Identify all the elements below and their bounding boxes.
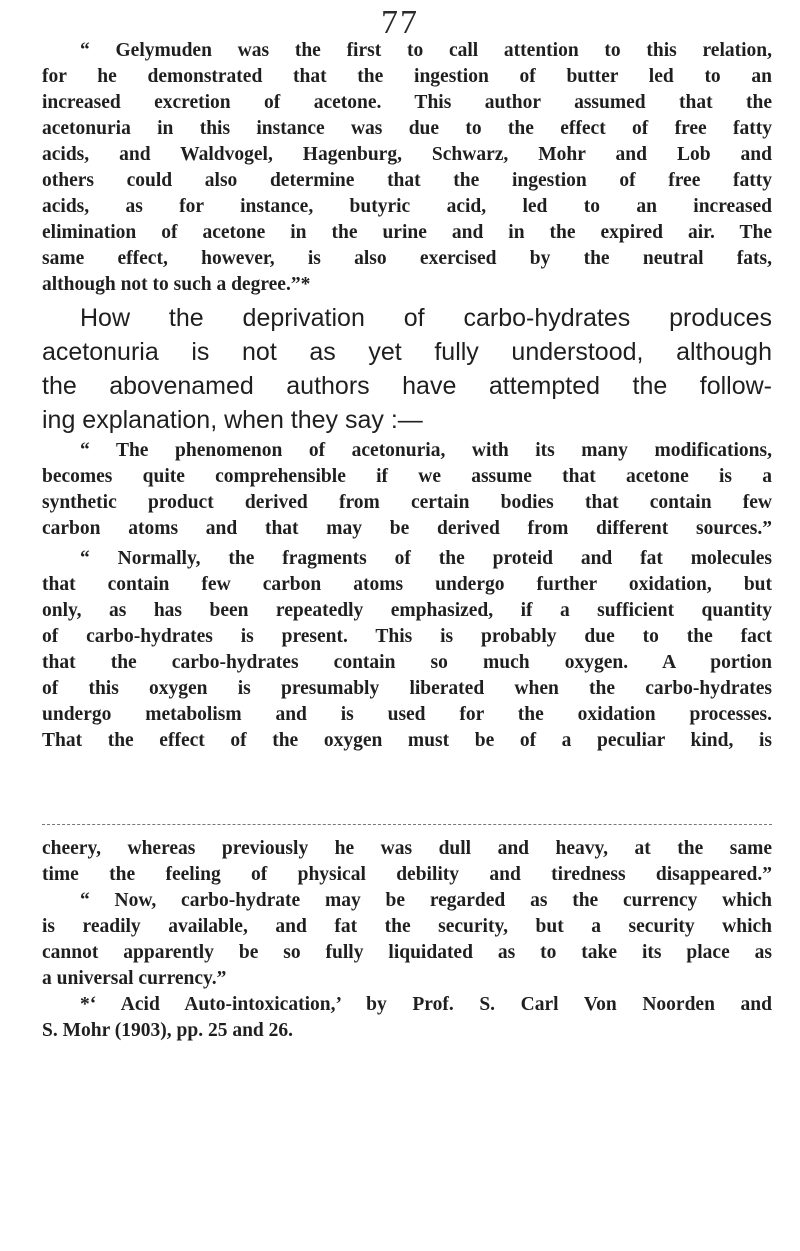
quote1-line: acids, as for instance, butyric acid, led to an increased [42,196,772,217]
quote2-line: “ The phenomenon of acetonuria, with its many modifications, [80,440,772,461]
footnote-line: *‘ Acid Auto-intoxication,’ by Prof. S. Carl Von Noorden and [80,994,772,1015]
quote1-line: “ Gelymuden was the first to call attention to this relation, [80,40,772,61]
quote2-line: carbon atoms and that may be derived from different sources.” [42,518,772,539]
page-number: 77 [381,4,419,41]
quote3-line: “ Normally, the fragments of the proteid and fat molecules [80,548,772,569]
quote3-line: of carbo-hydrates is present. This is probably due to the fact [42,626,772,647]
footnote-separator [42,824,772,825]
footnote-line: time the feeling of physical debility and tiredness disappeared.” [42,864,772,885]
body-paragraph-line: acetonuria is not as yet fully understood, although [42,338,772,366]
quote1-line: acetonuria in this instance was due to the effect of free fatty [42,118,772,139]
footnote-line: is readily available, and fat the security, but a security which [42,916,772,937]
body-paragraph-line: ing explanation, when they say :— [42,406,423,434]
quote2-line: becomes quite comprehensible if we assume that acetone is a [42,466,772,487]
body-paragraph-line: How the deprivation of carbo-hydrates produces [80,304,772,332]
quote1-line: same effect, however, is also exercised by the neutral fats, [42,248,772,269]
body-paragraph-line: the abovenamed authors have attempted the follow- [42,372,772,400]
quote1-line: although not to such a degree.”* [42,274,311,295]
footnote-line: cheery, whereas previously he was dull and heavy, at the same [42,838,772,859]
quote3-line: only, as has been repeatedly emphasized, if a sufficient quantity [42,600,772,621]
footnote-line: “ Now, carbo-hydrate may be regarded as the currency which [80,890,772,911]
quote3-line: That the effect of the oxygen must be of a peculiar kind, is [42,730,772,751]
quote3-line: undergo metabolism and is used for the oxidation processes. [42,704,772,725]
footnote-line: a universal currency.” [42,968,227,989]
quote2-line: synthetic product derived from certain bodies that contain few [42,492,772,513]
quote1-line: increased excretion of acetone. This author assumed that the [42,92,772,113]
quote3-line: that contain few carbon atoms undergo further oxidation, but [42,574,772,595]
footnote-line: cannot apparently be so fully liquidated as to take its place as [42,942,772,963]
quote1-line: elimination of acetone in the urine and in the expired air. The [42,222,772,243]
quote1-line: others could also determine that the ingestion of free fatty [42,170,772,191]
quote1-line: for he demonstrated that the ingestion of butter led to an [42,66,772,87]
footnote-line: S. Mohr (1903), pp. 25 and 26. [42,1020,294,1041]
quote1-line: acids, and Waldvogel, Hagenburg, Schwarz, Mohr and Lob and [42,144,772,165]
quote3-line: of this oxygen is presumably liberated when the carbo-hydrates [42,678,772,699]
quote3-line: that the carbo-hydrates contain so much oxygen. A portion [42,652,772,673]
